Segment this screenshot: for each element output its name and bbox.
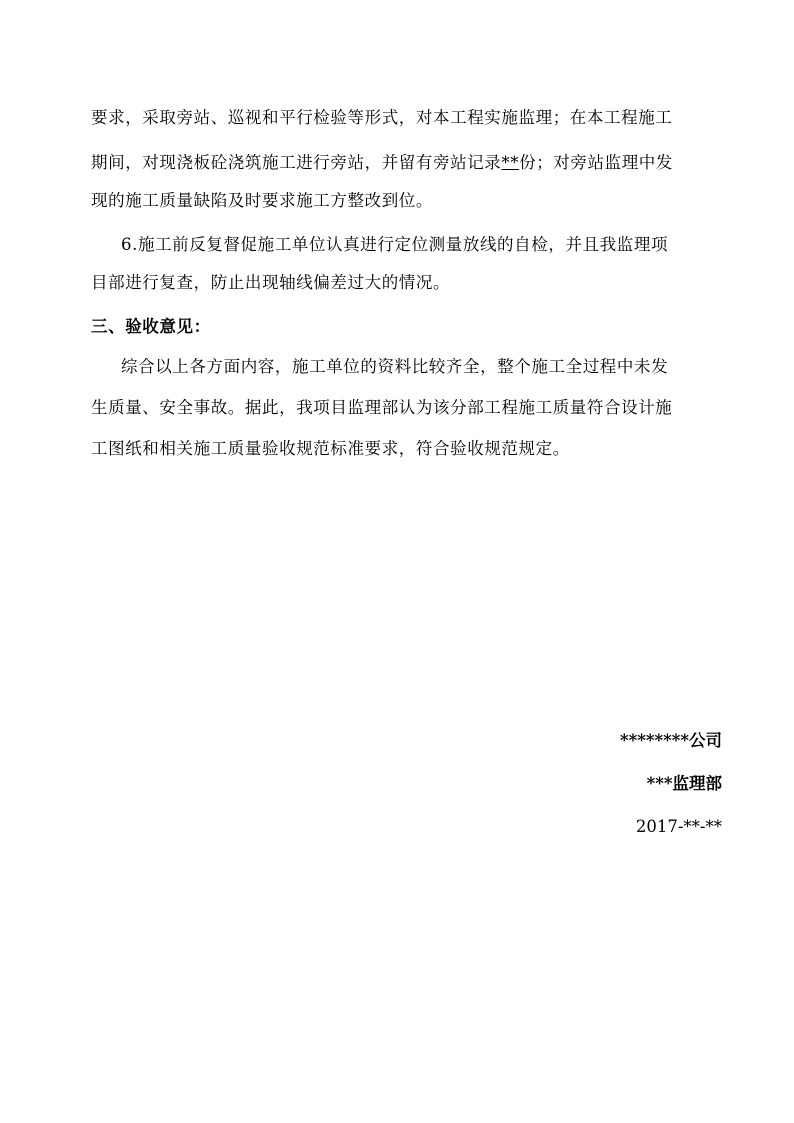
text-segment: 份；对旁站监理中发: [519, 153, 674, 172]
paragraph-line: 生质量、安全事故。据此，我项目监理部认为该分部工程施工质量符合设计施: [91, 398, 673, 417]
signature-company: ********公司: [619, 731, 722, 750]
signature-date: 2017-**-**: [635, 817, 722, 836]
signature-department: ***监理部: [646, 774, 722, 793]
underlined-count: **: [501, 153, 520, 172]
paragraph-line: 综合以上各方面内容，施工单位的资料比较齐全，整个施工全过程中未发: [121, 357, 669, 376]
paragraph-line: 要求，采取旁站、巡视和平行检验等形式，对本工程实施监理；在本工程施工: [91, 108, 673, 127]
paragraph-line: 工图纸和相关施工质量验收规范标准要求，符合验收规范规定。: [91, 439, 570, 458]
paragraph-line: 目部进行复查，防止出现轴线偏差过大的情况。: [91, 273, 451, 292]
paragraph-line: 现的施工质量缺陷及时要求施工方整改到位。: [91, 191, 433, 210]
paragraph-line: 6.施工前反复督促施工单位认真进行定位测量放线的自检，并且我监理项: [121, 235, 669, 254]
paragraph-line: [91, 151, 731, 175]
section-heading: 三、验收意见：: [91, 317, 211, 336]
text-segment: 期间，对现浇板砼浇筑施工进行旁站，并留有旁站记录: [91, 153, 502, 172]
